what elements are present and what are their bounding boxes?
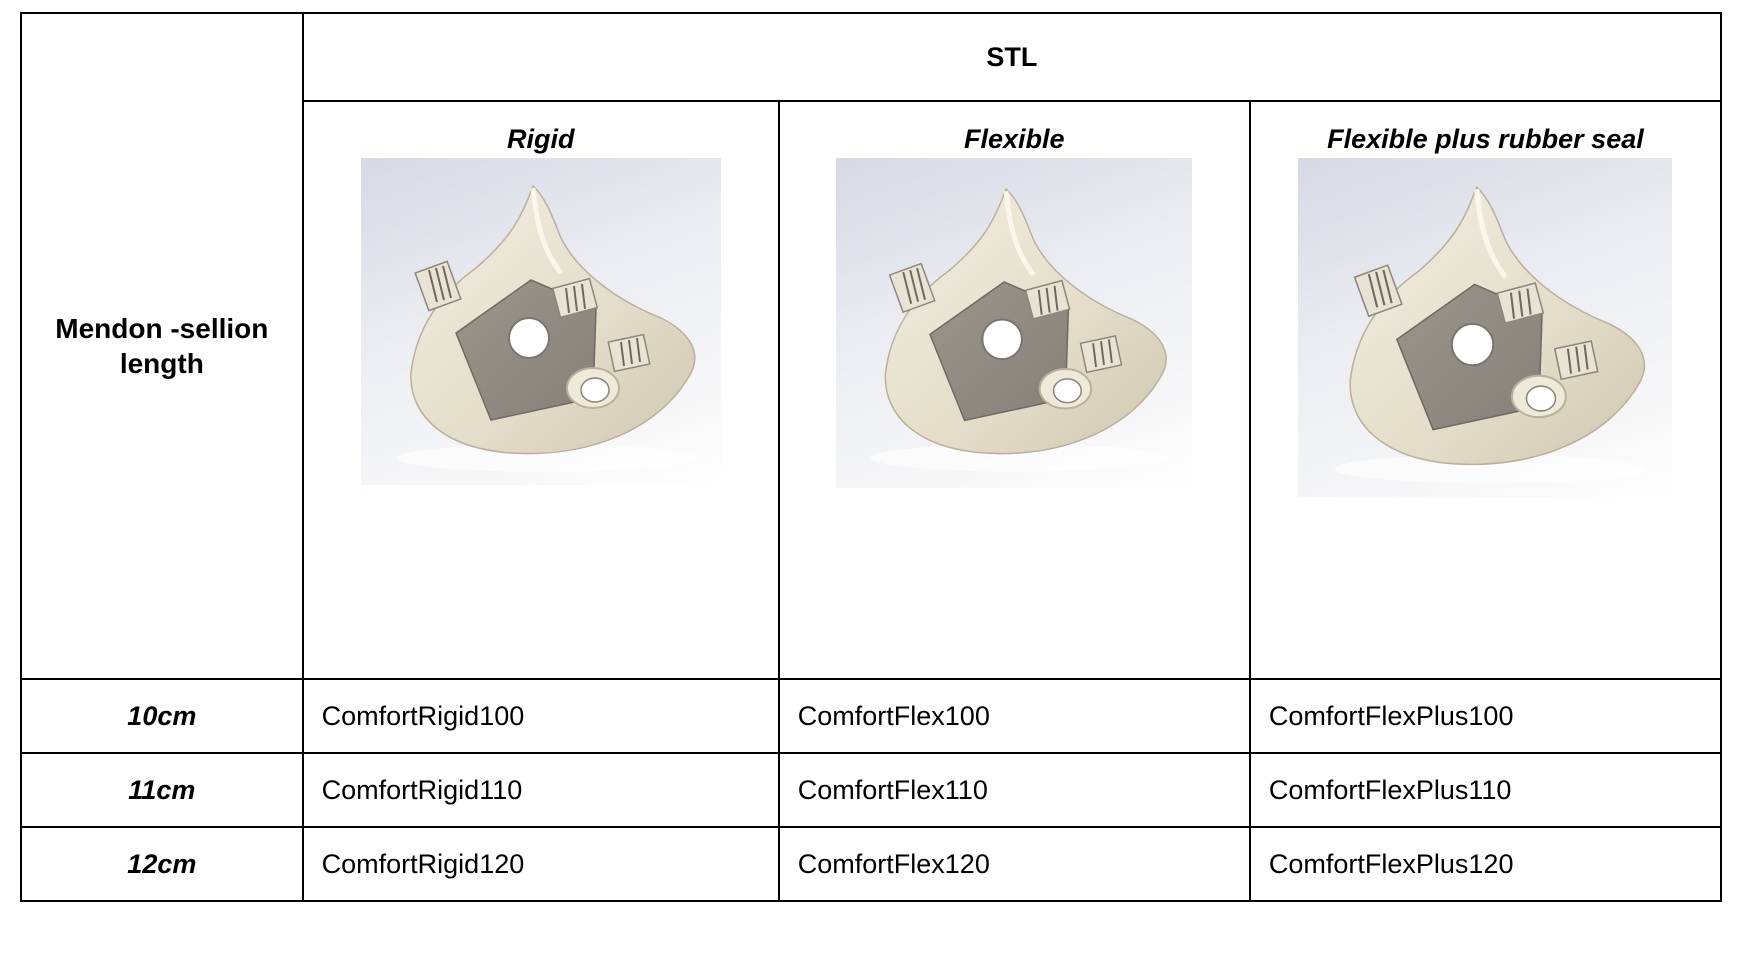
variant-title: Rigid — [506, 124, 575, 154]
group-header-stl: STL — [303, 13, 1721, 101]
file-name: ComfortFlexPlus100 — [1250, 679, 1721, 753]
row-length: 12cm — [21, 827, 303, 901]
mask-render-icon — [836, 158, 1192, 488]
stl-table — [20, 12, 1722, 902]
row-length: 11cm — [21, 753, 303, 827]
file-name: ComfortFlex100 — [779, 679, 1250, 753]
row-header-label: Mendon -sellion length — [21, 13, 303, 679]
file-name: ComfortFlexPlus110 — [1250, 753, 1721, 827]
file-name: ComfortFlex120 — [779, 827, 1250, 901]
variant-title: Flexible — [964, 124, 1065, 154]
variant-cell-rigid — [303, 101, 779, 679]
file-name: ComfortRigid120 — [303, 827, 779, 901]
file-name: ComfortRigid100 — [303, 679, 779, 753]
table-row — [21, 679, 1721, 753]
variant-cell-flexible-plus-seal — [1250, 101, 1721, 679]
file-name: ComfortFlex110 — [779, 753, 1250, 827]
variant-cell-flexible — [779, 101, 1250, 679]
row-length: 10cm — [21, 679, 303, 753]
variant-title: Flexible plus rubber seal — [1327, 124, 1644, 154]
table-row — [21, 753, 1721, 827]
table-row — [21, 827, 1721, 901]
file-name: ComfortRigid110 — [303, 753, 779, 827]
file-name: ComfortFlexPlus120 — [1250, 827, 1721, 901]
mask-render-icon — [361, 158, 721, 485]
mask-render-icon — [1298, 158, 1672, 497]
